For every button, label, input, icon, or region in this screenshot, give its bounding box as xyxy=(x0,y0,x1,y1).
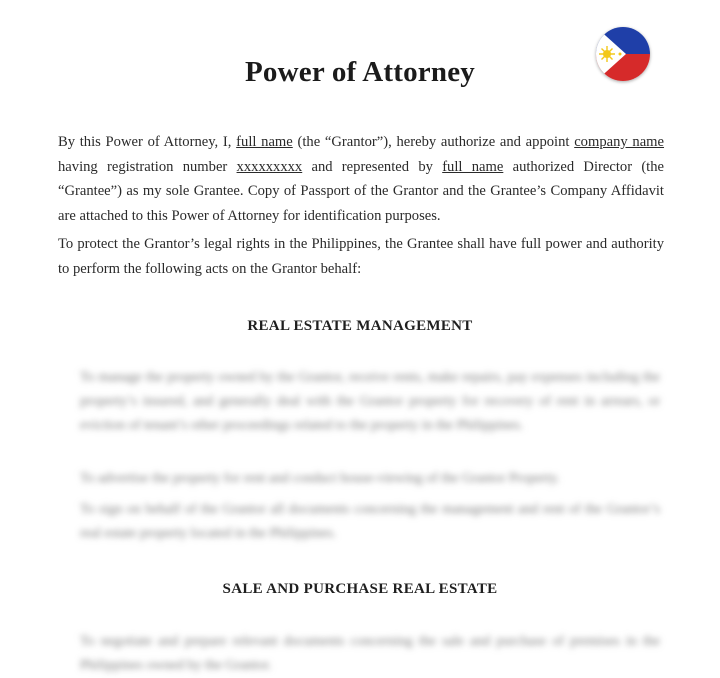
blurred-list-item: To negotiate and prepare relevant documents concerning the sale and purchase of premises in the Philippines owned by the Grantor. xyxy=(80,634,660,673)
registration-number-field: xxxxxxxxx xyxy=(236,158,303,175)
intro-text: and represented by xyxy=(302,158,443,175)
intro-text: By this Power of Attorney, I, xyxy=(58,134,237,150)
section-heading-real-estate-management: REAL ESTATE MANAGEMENT xyxy=(247,318,473,334)
intro-text: having registration number xyxy=(58,158,237,175)
grantor-name-field: full name xyxy=(236,134,293,150)
intro-text: (the “Grantor”), hereby authorize and appoint xyxy=(292,134,575,150)
company-name-field: company name xyxy=(574,134,665,150)
section-heading-sale-and-purchase: SALE AND PURCHASE REAL ESTATE xyxy=(222,581,498,597)
authority-paragraph: To protect the Grantor’s legal rights in the Philippines, the Grantee shall have full power and authority to perform the following acts on the Grantor behalf: xyxy=(58,236,664,277)
document-title: Power of Attorney xyxy=(245,56,475,88)
intro-paragraph xyxy=(58,130,664,228)
blurred-list-item: To sign on behalf of the Grantor all documents concerning the management and rent of the Grantor’s real estate property located in the Philippines. xyxy=(80,502,660,541)
intro-text: authorized Director (the “Grantee”) as my sole Grantee. Copy of Passport of the Grantor and the Grantee’s Company Affidavit are attached to this Power of Attorney for identification purposes. xyxy=(58,158,665,224)
director-name-field: full name xyxy=(442,158,504,175)
blurred-list-item: To advertise the property for rent and conduct house-viewing of the Grantor Property. xyxy=(80,471,560,486)
blurred-list-item: To manage the property owned by the Grantor, receive rents, make repairs, pay expenses including the property’s insured, and generally deal with the Grantor property for recovery of rent in arrears, or eviction of tenant’s other proceedings related to the property in the Philippines. xyxy=(80,370,660,433)
